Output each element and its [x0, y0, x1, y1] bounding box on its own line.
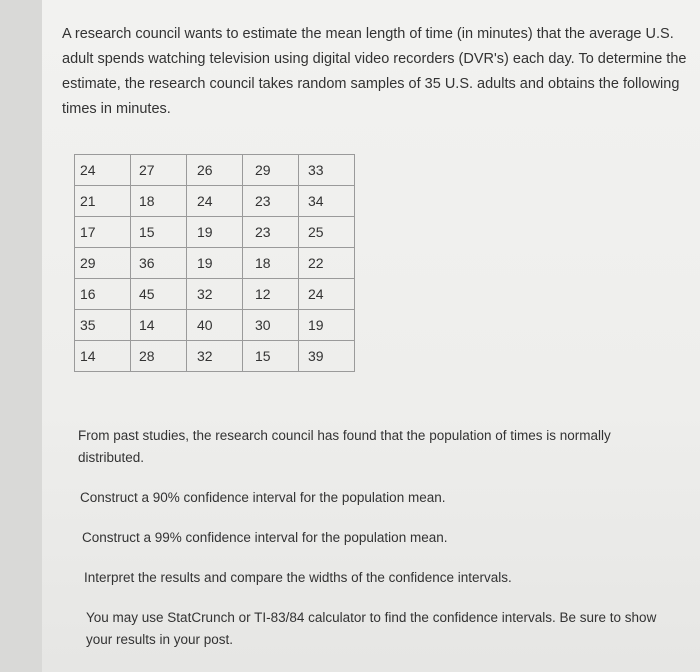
- table-row: [75, 217, 355, 248]
- table-cell: 15: [243, 341, 299, 372]
- table-cell: 16: [75, 279, 131, 310]
- table-cell: 18: [131, 186, 187, 217]
- table-cell: 19: [187, 217, 243, 248]
- table-cell: 39: [299, 341, 355, 372]
- table-cell: 35: [75, 310, 131, 341]
- table-cell: 18: [243, 248, 299, 279]
- table-cell: 36: [131, 248, 187, 279]
- task-99-confidence: Construct a 99% confidence interval for the population mean.: [82, 530, 448, 545]
- table-cell: 34: [299, 186, 355, 217]
- problem-intro: A research council wants to estimate the mean length of time (in minutes) that the average U.S. adult spends watching television using digital video recorders (DVR's) each day. To determine the estimate, the research council takes random samples of 35 U.S. adults and obtains the following times in minutes.: [62, 26, 687, 117]
- table-cell: 28: [131, 341, 187, 372]
- table-cell: 32: [187, 279, 243, 310]
- table-cell: 23: [243, 186, 299, 217]
- table-cell: 12: [243, 279, 299, 310]
- table-cell: 14: [75, 341, 131, 372]
- table-cell: 25: [299, 217, 355, 248]
- table-cell: 21: [75, 186, 131, 217]
- table-cell: 40: [187, 310, 243, 341]
- table-cell: 45: [131, 279, 187, 310]
- table-cell: 19: [187, 248, 243, 279]
- table-cell: 32: [187, 341, 243, 372]
- table-cell: 14: [131, 310, 187, 341]
- task-interpret: Interpret the results and compare the widths of the confidence intervals.: [84, 570, 512, 585]
- task-90-confidence: Construct a 90% confidence interval for the population mean.: [80, 490, 446, 505]
- table-row: [75, 186, 355, 217]
- table-cell: 29: [243, 155, 299, 186]
- table-cell: 23: [243, 217, 299, 248]
- table-cell: 17: [75, 217, 131, 248]
- sample-times-table: [74, 154, 355, 372]
- table-cell: 22: [299, 248, 355, 279]
- table-row: [75, 341, 355, 372]
- table-cell: 19: [299, 310, 355, 341]
- table-row: [75, 248, 355, 279]
- table-cell: 24: [75, 155, 131, 186]
- table-cell: 27: [131, 155, 187, 186]
- table-cell: 15: [131, 217, 187, 248]
- table-cell: 26: [187, 155, 243, 186]
- calculator-note: You may use StatCrunch or TI-83/84 calculator to find the confidence intervals. Be sure to show your results in your post.: [86, 610, 657, 647]
- table-cell: 29: [75, 248, 131, 279]
- distribution-statement: From past studies, the research council has found that the population of times is normally distributed.: [78, 428, 611, 465]
- table-row: [75, 155, 355, 186]
- table-cell: 33: [299, 155, 355, 186]
- table-cell: 24: [299, 279, 355, 310]
- table-row: [75, 310, 355, 341]
- table-row: [75, 279, 355, 310]
- table-cell: 30: [243, 310, 299, 341]
- table-cell: 24: [187, 186, 243, 217]
